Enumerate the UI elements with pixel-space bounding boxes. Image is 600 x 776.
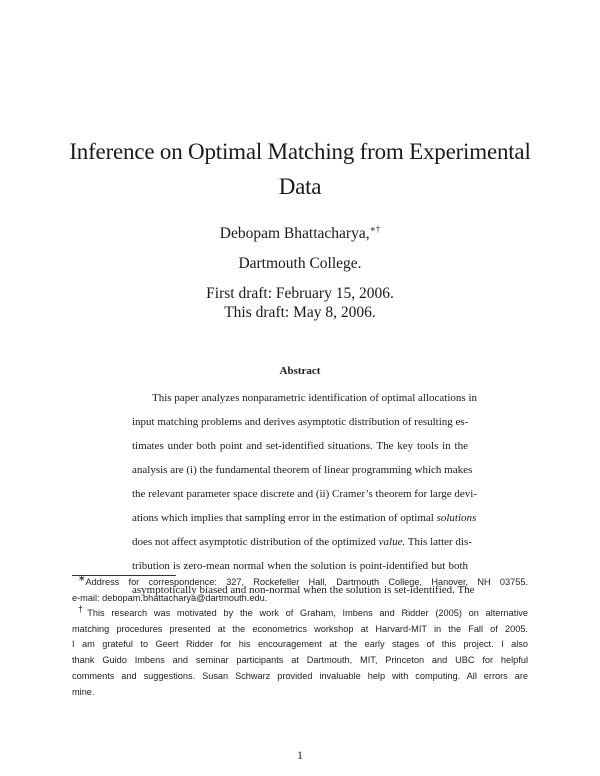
abstract-line: input matching problems and derives asymptotic distribution of resulting es- (132, 416, 469, 428)
author-affiliation: Dartmouth College. (238, 255, 362, 272)
italic-value: value. (378, 536, 406, 548)
paper-title-line-2: Data (278, 174, 322, 199)
footnote-2-line (78, 603, 528, 619)
author-name-text: Debopam Bhattacharya, (219, 225, 370, 242)
author-footnote-marks: ∗† (369, 223, 381, 234)
footnote-2-line: mine. (72, 687, 95, 697)
abstract-line-text: This latter dis- (407, 536, 472, 548)
footnote-1-line: e-mail: debopam.bhattacharya@dartmouth.edu. (72, 593, 268, 603)
footnote-text: This research was motivated by the work of Graham, Imbens and Ridder (2005) on alternative (87, 608, 528, 618)
footnote-2-line: comments and suggestions. Susan Schwarz provided invaluable help with computing. All errors are (72, 671, 528, 681)
page-number: 1 (297, 748, 303, 762)
footnote-marker: † (78, 603, 88, 614)
footnote-2-line: I am grateful to Geert Ridder for his encouragement at the early stages of this project. I also (72, 639, 528, 649)
footnote-2-line: matching procedures presented at the econometrics workshop at Harvard-MIT in the Fall of 2005. (72, 624, 528, 634)
footnote-1-line (78, 572, 528, 588)
footnote-marker: ∗ (78, 572, 86, 583)
abstract-heading: Abstract (279, 365, 321, 377)
abstract-line-text: does not affect asymptotic distribution of the optimized (132, 536, 376, 548)
abstract-line: This paper analyzes nonparametric identification of optimal allocations in (152, 392, 477, 404)
abstract-line: asymptotically biased and non-normal when the solution is set-identified. The (132, 584, 475, 596)
footnote-2-line: thank Guido Imbens and seminar participants at Dartmouth, MIT, Princeton and UBC for helpful (72, 655, 528, 665)
abstract-line: tribution is zero-mean normal when the solution is point-identified but both (132, 560, 468, 572)
paper-title-line-1: Inference on Optimal Matching from Experimental (69, 139, 531, 164)
abstract-line (132, 535, 472, 549)
footnote-text: Address for correspondence: 327, Rockefeller Hall, Dartmouth College, Hanover, NH 03755. (85, 577, 528, 587)
first-draft-date: First draft: February 15, 2006. (206, 285, 394, 302)
author-name (60, 224, 540, 244)
abstract-line: the relevant parameter space discrete and (ii) Cramer’s theorem for large devi- (132, 488, 478, 500)
this-draft-date: This draft: May 8, 2006. (224, 304, 376, 321)
abstract-line: analysis are (i) the fundamental theorem of linear programming which makes (132, 464, 473, 476)
abstract-line: timates under both point and set-identified situations. The key tools in the (132, 440, 468, 452)
abstract-line-text: ations which implies that sampling error in the estimation of optimal (132, 512, 434, 524)
abstract-line (132, 511, 477, 525)
italic-solutions: solutions (436, 512, 477, 524)
